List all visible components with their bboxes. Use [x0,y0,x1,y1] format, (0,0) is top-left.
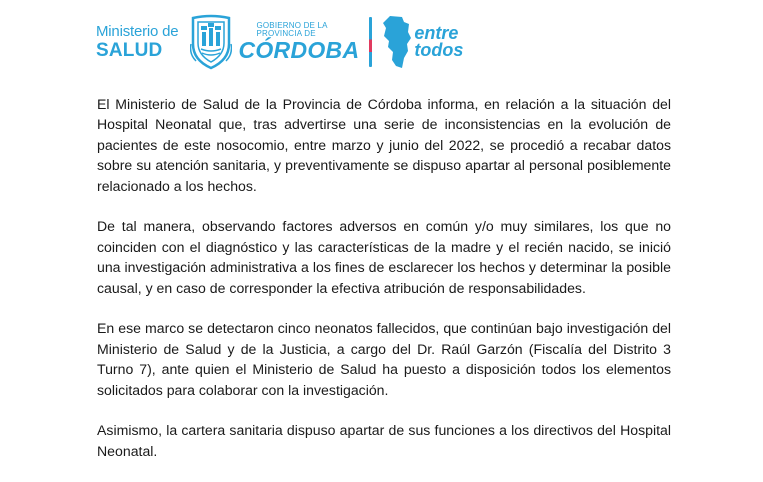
paragraph-3: En ese marco se detectaron cinco neonatos fallecidos, que continúan bajo investigación del Ministerio de Salud y de la Justicia, a cargo del Dr. Raúl Garzón (Fiscalía del Distrito 3 Turno 7), ante quien el Ministerio de Salud ha puesto a disposición todos los elementos solicitados para colaborar con la investigación. [97,320,671,398]
paragraph-1: El Ministerio de Salud de la Provincia de Córdoba informa, en relación a la situación del Hospital Neonatal que, tras advertirse una serie de inconsistencias en la evolución de pacientes de este nosocomio, entre marzo y junio del 2022, se procedió a recabar datos sobre su atención sanitaria, y preventivamente se dispuso apartar al personal posiblemente relacionado a los hechos. [97,96,671,194]
paragraph-2: De tal manera, observando factores adversos en común y/o muy similares, los que no coinciden con el diagnóstico y las características de la madre y el recién nacido, se inició una investigación administrativa a los fines de esclarecer los hechos y determinar la posible causal, y en caso de corresponder la efectiva atribución de responsabilidades. [97,218,671,296]
entre-label: entre [414,22,459,43]
ministerio-salud-logo [96,24,178,60]
logo-divider [369,17,372,67]
provincial-shield-icon [190,14,232,70]
gobierno-cordoba-logo [238,22,359,62]
press-release-body [97,94,671,482]
provincia-label: PROVINCIA DE [256,29,316,38]
cordoba-label: CÓRDOBA [238,37,360,63]
header-logos [96,14,463,70]
paragraph-4: Asimismo, la cartera sanitaria dispuso apartar de sus funciones a los directivos del Hospital Neonatal. [97,422,671,459]
ministerio-label: Ministerio de [96,23,179,40]
todos-label: todos [414,40,464,60]
entre-todos-logo [414,22,464,60]
cordoba-map-icon [380,14,412,70]
gobierno-label: GOBIERNO DE LA [256,21,328,30]
salud-label: SALUD [96,40,163,61]
